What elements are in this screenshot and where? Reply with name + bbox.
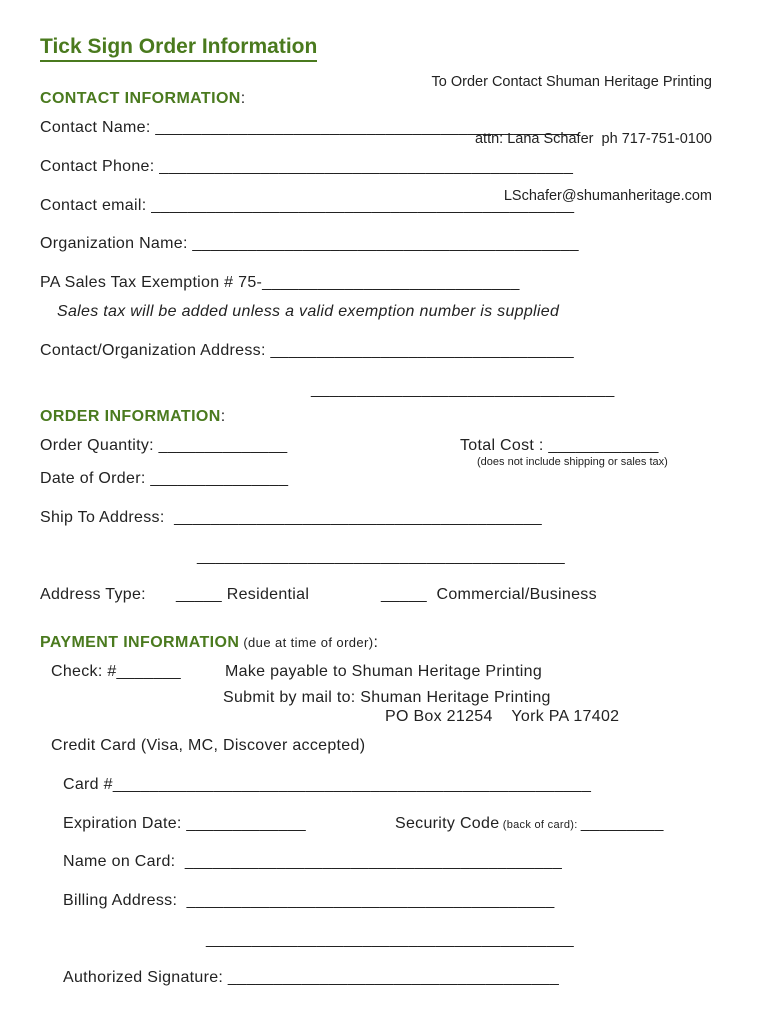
tax-exemption-field[interactable]: PA Sales Tax Exemption # 75-____________________________: [40, 274, 520, 291]
organization-name-field[interactable]: Organization Name: __________________________________________: [40, 235, 579, 252]
payment-heading-note: (due at time of order): [239, 635, 374, 650]
security-code-field[interactable]: [395, 815, 664, 833]
security-code-note: (back of card):: [499, 819, 581, 831]
heading-colon: :: [220, 408, 226, 425]
order-heading-text: ORDER INFORMATION: [40, 408, 221, 425]
check-number-field[interactable]: Check: #_______: [51, 663, 181, 680]
mail-address-text: PO Box 21254 York PA 17402: [385, 708, 620, 725]
total-cost-field[interactable]: Total Cost : ____________: [460, 437, 659, 454]
form-title: Tick Sign Order Information: [40, 35, 317, 62]
authorized-signature-field[interactable]: Authorized Signature: ____________________________________: [63, 969, 560, 986]
payment-heading-text: PAYMENT INFORMATION: [40, 634, 240, 651]
credit-card-label: Credit Card (Visa, MC, Discover accepted): [51, 737, 366, 754]
order-contact-line: To Order Contact Shuman Heritage Printing: [431, 74, 712, 90]
ship-to-address-field[interactable]: Ship To Address: ________________________________________: [40, 509, 543, 526]
billing-address-line2[interactable]: ________________________________________: [206, 931, 574, 948]
residential-option[interactable]: _____ Residential: [176, 586, 310, 603]
contact-heading-text: CONTACT INFORMATION: [40, 90, 241, 107]
heading-colon: :: [240, 90, 246, 107]
card-number-field[interactable]: Card #____________________________________________________: [63, 776, 592, 793]
heading-colon: :: [373, 634, 379, 651]
order-contact-attn: attn: Lana Schafer ph 717-751-0100: [474, 131, 712, 147]
organization-address-field[interactable]: Contact/Organization Address: _________________________________: [40, 342, 575, 359]
contact-phone-field[interactable]: Contact Phone: _____________________________________________: [40, 158, 574, 175]
total-cost-note: (does not include shipping or sales tax): [477, 456, 668, 468]
ship-to-address-line2[interactable]: ________________________________________: [197, 548, 565, 565]
organization-address-line2[interactable]: _________________________________: [311, 381, 615, 398]
contact-email-field[interactable]: Contact email: ______________________________________________: [40, 197, 575, 214]
payable-to-text: Make payable to Shuman Heritage Printing: [225, 663, 543, 680]
order-date-field[interactable]: Date of Order: _______________: [40, 470, 289, 487]
tax-note: Sales tax will be added unless a valid exemption number is supplied: [57, 303, 560, 320]
commercial-option[interactable]: _____ Commercial/Business: [381, 586, 597, 603]
payment-section-heading: [40, 634, 378, 652]
name-on-card-field[interactable]: Name on Card: _________________________________________: [63, 853, 563, 870]
order-contact-email: LSchafer@shumanheritage.com: [503, 188, 712, 204]
billing-address-field[interactable]: Billing Address: ________________________________________: [63, 892, 555, 909]
security-code-blank[interactable]: _________: [580, 815, 664, 832]
mail-submit-text: Submit by mail to: Shuman Heritage Printing: [223, 689, 551, 706]
contact-section-heading: [40, 90, 246, 108]
address-type-label: Address Type:: [40, 586, 146, 603]
order-quantity-field[interactable]: Order Quantity: ______________: [40, 437, 288, 454]
expiration-date-field[interactable]: Expiration Date: _____________: [63, 815, 306, 832]
security-code-label: Security Code: [395, 815, 500, 832]
order-section-heading: [40, 408, 226, 426]
contact-name-field[interactable]: Contact Name: ______________________________________________: [40, 119, 579, 136]
